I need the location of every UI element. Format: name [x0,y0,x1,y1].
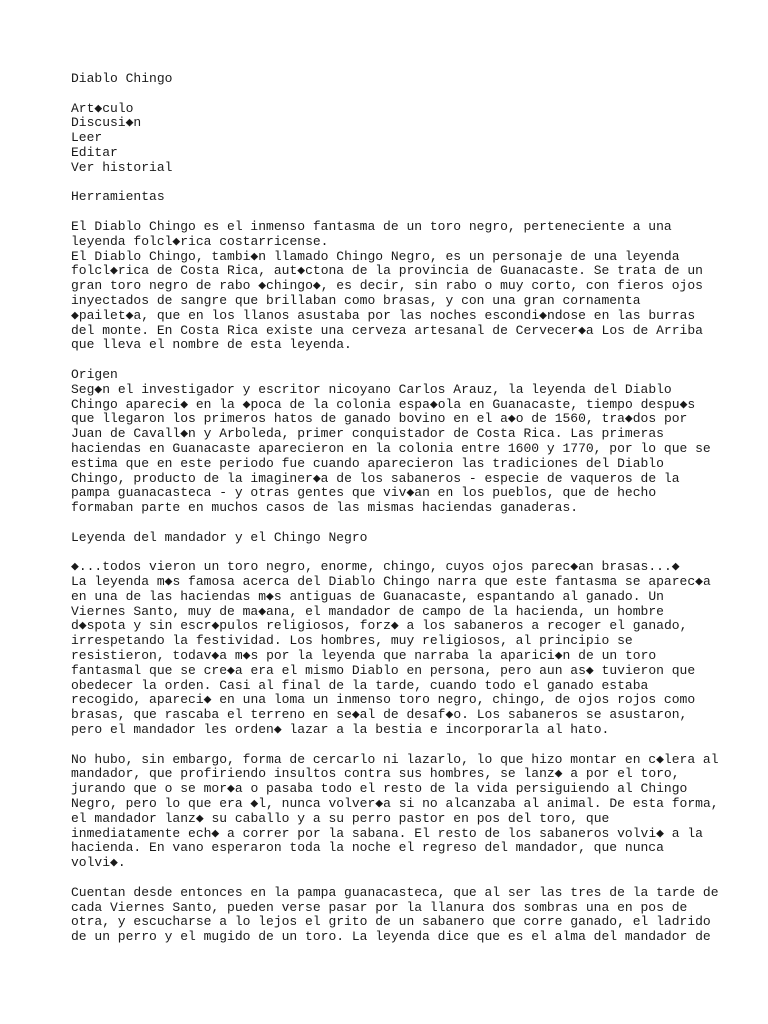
text-line: que llegaron los primeros hatos de ganado bovino en el a◆o de 1560, tra◆dos por [71,411,688,427]
tools-label: Herramientas [71,189,165,205]
text-line: Cuentan desde entonces en la pampa guanacasteca, que al ser las tres de la tarde de [71,884,719,900]
text-line: El Diablo Chingo, tambi◆n llamado Chingo Negro, es un personaje de una leyenda [71,248,680,264]
nav-item-articulo: Art◆culo [71,100,134,116]
text-line: el mandador lanz◆ su caballo y a su perro pastor en pos del toro, que [71,810,610,826]
text-line: de un perro y el mugido de un toro. La leyenda dice que es el alma del mandador de [71,929,711,945]
spacer [71,516,711,531]
text-line: ◆...todos vieron un toro negro, enorme, chingo, cuyos ojos parec◆an brasas...◆ [71,559,680,575]
spacer [71,738,711,753]
nav-item-editar: Editar [71,144,118,160]
article-nav [71,102,711,176]
text-line: otra, y escucharse a lo lejos el grito de un sabanero que corre ganado, el ladrido [71,914,711,930]
leyenda-paragraph-3 [71,884,719,945]
text-line: El Diablo Chingo es el inmenso fantasma de un toro negro, perteneciente a una [71,218,672,234]
text-line: ◆pailet◆a, que en los llanos asustaba por las noches escondi◆ndose en las burras [71,307,696,323]
spacer [71,546,711,561]
text-line: brasas, que rascaba el terreno en se◆al de desaf◆o. Los sabaneros se asustaron, [71,707,688,723]
text-line: irrespetando la festividad. Los hombres, muy religiosos, al principio se [71,633,633,649]
text-line: formaban parte en muchos casos de las mismas haciendas ganaderas. [71,500,579,516]
text-line: Negro, pero lo que era ◆l, nunca volver◆a si no alcanzaba al animal. De esta forma, [71,796,719,812]
text-line: Viernes Santo, muy de ma◆ana, el mandador de campo de la hacienda, un hombre [71,603,664,619]
text-line: No hubo, sin embargo, forma de cercarlo ni lazarlo, lo que hizo montar en c◆lera al [71,751,719,767]
text-line: leyenda folcl◆rica costarricense. [71,233,329,249]
nav-item-discusion: Discusi◆n [71,115,142,131]
text-line: inmediatamente ech◆ a correr por la sabana. El resto de los sabaneros volvi◆ a la [71,825,703,841]
text-line: mandador, que profiriendo insultos contra sus hombres, se lanz◆ a por el toro, [71,766,680,782]
text-line: folcl◆rica de Costa Rica, aut◆ctona de la provincia de Guanacaste. Se trata de un [71,263,703,279]
text-line: cada Viernes Santo, pueden verse pasar por la llanura dos sombras una en pos de [71,899,688,915]
text-line: d◆spota y sin escr◆pulos religiosos, forz◆ a los sabaneros a recoger el ganado, [71,618,688,634]
text-line: hacienda. En vano esperaron toda la noche el regreso del mandador, que nunca [71,840,664,856]
text-line: gran toro negro de rabo ◆chingo◆, es decir, sin rabo o muy corto, con fieros ojos [71,278,703,294]
text-line: resistieron, todav◆a m◆s por la leyenda que narraba la aparici◆n de un toro [71,648,657,664]
spacer [71,353,711,368]
document-page [71,71,719,945]
text-line: fantasmal que se cre◆a era el mismo Diablo en persona, pero aun as◆ tuvieron que [71,662,696,678]
page-title: Diablo Chingo [71,71,173,86]
spacer [71,87,711,102]
leyenda-paragraph-1 [71,560,711,738]
leyenda-paragraph-2 [71,751,719,871]
text-line: que lleva el nombre de esta leyenda. [71,337,352,353]
origen-paragraph [71,383,711,516]
text-line: Chingo apareci◆ en la ◆poca de la colonia espa◆ola en Guanacaste, tiempo despu◆s [71,396,696,412]
text-line: recogido, apareci◆ en una loma un inmenso toro negro, chingo, de ojos rojos como [71,692,696,708]
intro-paragraph [71,220,711,353]
spacer [71,205,711,220]
nav-item-ver-historial: Ver historial [71,159,173,175]
spacer [71,871,711,886]
text-line: jurando que o se mor◆a o pasaba todo el resto de la vida persiguiendo al Chingo [71,781,688,797]
text-line: inyectados de sangre que brillaban como brasas, y con una gran cornamenta [71,292,641,308]
text-line: obedecer la orden. Casi al final de la tarde, cuando todo el ganado estaba [71,677,649,693]
text-line: volvi◆. [71,855,126,871]
text-line: en una de las haciendas m◆s antiguas de Guanacaste, espantando al ganado. Un [71,588,664,604]
text-line: Seg◆n el investigador y escritor nicoyano Carlos Arauz, la leyenda del Diablo [71,381,672,397]
section-heading-origen: Origen [71,366,118,382]
text-line: pampa guanacasteca - y otras gentes que viv◆an en los pueblos, que de hecho [71,485,657,501]
spacer [71,176,711,191]
text-line: Juan de Cavall◆n y Arboleda, primer conquistador de Costa Rica. Las primeras [71,426,664,442]
text-line: La leyenda m◆s famosa acerca del Diablo Chingo narra que este fantasma se aparec◆a [71,574,711,590]
text-line: estima que en este periodo fue cuando aparecieron las tradiciones del Diablo [71,455,664,471]
text-line: Chingo, producto de la imaginer◆a de los sabaneros - especie de vaqueros de la [71,470,680,486]
text-line: pero el mandador les orden◆ lazar a la bestia e incorporarla al hato. [71,722,610,738]
text-line: del monte. En Costa Rica existe una cerveza artesanal de Cervecer◆a Los de Arriba [71,322,703,338]
section-heading-leyenda: Leyenda del mandador y el Chingo Negro [71,529,368,545]
text-line: haciendas en Guanacaste aparecieron en la colonia entre 1600 y 1770, por lo que se [71,440,711,456]
nav-item-leer: Leer [71,130,103,146]
